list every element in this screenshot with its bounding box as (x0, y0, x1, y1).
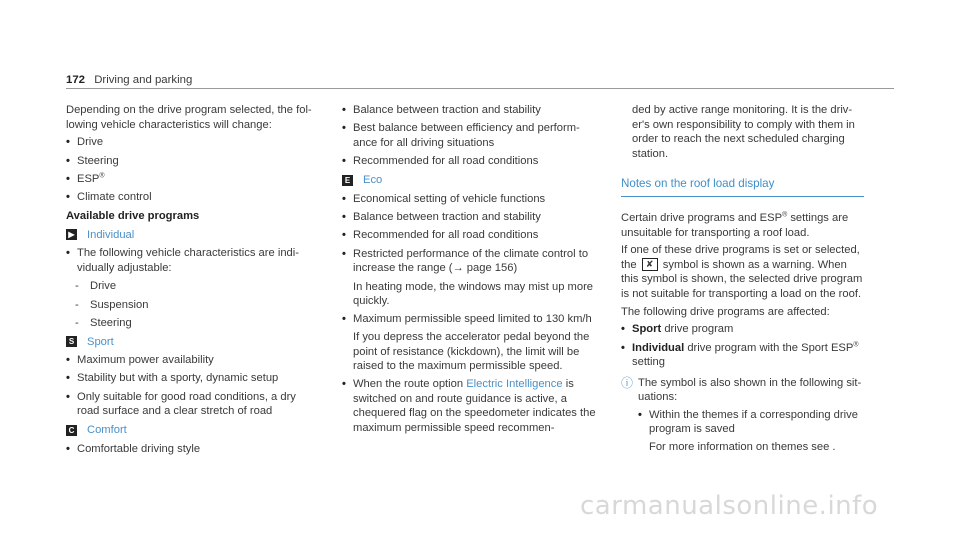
affected-programs-text: The following drive programs are affected: (621, 305, 830, 318)
program-individual (66, 228, 318, 243)
list-item: • Drive (66, 135, 318, 150)
list-item: • ESP® (66, 172, 318, 187)
list-item: • Restricted performance of the climate control to increase the range (→ page 156) (342, 247, 600, 276)
available-programs-heading: Available drive programs (66, 209, 200, 222)
roof-load-warning-icon: ✘ (642, 258, 658, 271)
list-item: • Balance between traction and stability (342, 210, 600, 225)
list-item: • Sport drive program (621, 322, 865, 337)
individual-link[interactable]: Individual (87, 228, 135, 241)
more-info-text: For more information on themes see . (649, 441, 836, 454)
intro-text: Depending on the drive program selected, the fol-lowing vehicle characteristics will change: (66, 104, 312, 131)
info-icon: ⓘ (621, 375, 634, 390)
comfort-link[interactable]: Comfort (87, 424, 127, 437)
list-item: • The following vehicle characteristics are indi-vidually adjustable: (66, 246, 318, 275)
list-item: • Only suitable for good road conditions, a dry road surface and a clear stretch of road (66, 390, 318, 419)
list-item: • Recommended for all road conditions (342, 154, 600, 169)
sub-item: - Suspension (66, 298, 318, 313)
page-header (66, 73, 192, 88)
warning-symbol-text: If one of these drive programs is set or selected, the ✘ symbol is shown as a warning. When this symbol is shown, the selected drive program is not suitable for transporting a load on the roof. (621, 244, 863, 300)
watermark: carmanualsonline.info (580, 491, 879, 521)
column-1 (66, 103, 318, 460)
sport-program-icon: S (66, 336, 77, 347)
eco-program-icon: E (342, 175, 353, 186)
program-sport (66, 335, 318, 350)
sub-item: - Drive (66, 279, 318, 294)
list-item: • Stability but with a sporty, dynamic setup (66, 371, 318, 386)
column-2 (342, 103, 600, 439)
list-item: • Climate control (66, 190, 318, 205)
heating-note: In heating mode, the windows may mist up more quickly. (353, 280, 594, 308)
list-item: • Maximum power availability (66, 353, 318, 368)
roof-load-heading: Notes on the roof load display (621, 177, 775, 191)
electric-intelligence-link[interactable]: Electric Intelligence (466, 378, 563, 391)
list-item: • Best balance between efficiency and perform-ance for all driving situations (342, 121, 600, 150)
list-item: • Individual drive program with the Sport ESP® setting (621, 341, 865, 370)
info-note (621, 376, 865, 405)
roof-load-heading-rule (621, 196, 864, 197)
continued-text: ded by active range monitoring. It is the driv-er's own responsibility to comply with them in order to reach the next scheduled charging station. (632, 104, 855, 160)
eco-link[interactable]: Eco (363, 173, 383, 186)
column-3 (621, 103, 865, 455)
sport-link[interactable]: Sport (87, 335, 114, 348)
program-comfort (66, 423, 318, 438)
list-item: • Comfortable driving style (66, 442, 318, 457)
program-eco (342, 173, 600, 188)
comfort-program-icon: C (66, 425, 77, 436)
list-item: • Balance between traction and stability (342, 103, 600, 118)
header-divider (66, 88, 894, 89)
list-item: • Recommended for all road conditions (342, 228, 600, 243)
list-item: • Economical setting of vehicle functions (342, 192, 600, 207)
section-title: Driving and parking (94, 74, 193, 86)
sub-item: - Steering (66, 316, 318, 331)
note-text: The symbol is also shown in the following sit-uations: (638, 376, 862, 404)
list-item: • Maximum permissible speed limited to 130 km/h (342, 312, 600, 327)
list-item: • When the route option Electric Intelligence is switched on and route guidance is active, a chequered flag on the speedometer indicates the maximum permissible speed recommen- (342, 377, 600, 435)
kickdown-note: If you depress the accelerator pedal beyond the point of resistance (kickdown), the limit will be raised to the maximum permissible speed. (353, 331, 590, 373)
certain-programs-text: Certain drive programs and ESP® settings are unsuitable for transporting a roof load. (621, 211, 849, 239)
individual-program-icon: ▶ (66, 229, 77, 240)
page-number: 172 (66, 74, 86, 86)
list-item: • Within the themes if a corresponding drive program is saved (621, 408, 865, 437)
list-item: • Steering (66, 154, 318, 169)
